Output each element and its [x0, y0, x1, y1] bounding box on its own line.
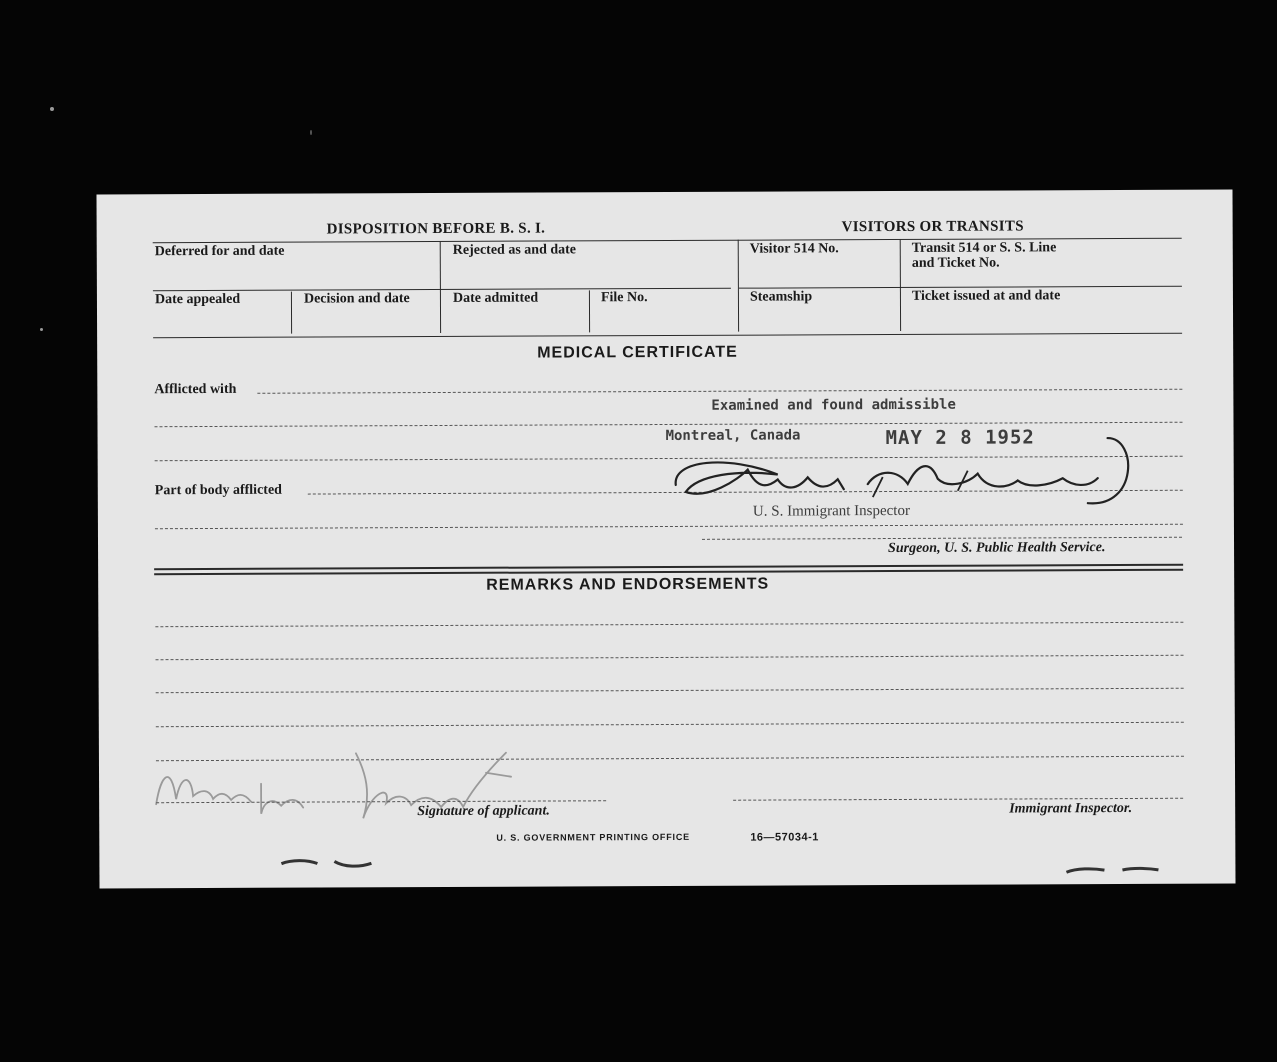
disposition-heading: DISPOSITION BEFORE B. S. I.	[326, 220, 546, 238]
immigration-card	[96, 190, 1235, 889]
scan-speck	[310, 130, 312, 135]
stamp-date: MAY 2 8 1952	[885, 426, 1035, 450]
rejected-label: Rejected as and date	[452, 242, 577, 258]
divider	[589, 290, 590, 332]
visitor-514-label: Visitor 514 No.	[749, 241, 839, 257]
stamp-place: Montreal, Canada	[665, 427, 801, 445]
steamship-label: Steamship	[749, 289, 813, 305]
divider	[900, 239, 901, 331]
medical-certificate-heading: MEDICAL CERTIFICATE	[537, 343, 738, 362]
date-admitted-label: Date admitted	[452, 290, 539, 306]
transit-label: Transit 514 or S. S. Line and Ticket No.	[911, 240, 1057, 271]
section-rule	[154, 569, 1183, 575]
visitors-heading: VISITORS OR TRANSITS	[841, 218, 1024, 236]
surgeon-signature-line	[702, 537, 1182, 540]
divider	[440, 241, 441, 333]
deferred-label: Deferred for and date	[154, 243, 285, 260]
form-number: 16—57034-1	[750, 831, 819, 844]
date-appealed-label: Date appealed	[154, 291, 241, 308]
part-of-body-line-2	[155, 524, 1183, 529]
file-no-label: File No.	[600, 290, 648, 306]
top-bottom-rule	[153, 333, 1182, 338]
remarks-line	[156, 655, 1184, 660]
card-edge-marks-left	[279, 855, 379, 877]
remarks-line	[156, 722, 1184, 727]
immigrant-inspector-label: Immigrant Inspector.	[1009, 800, 1133, 817]
decision-label: Decision and date	[303, 291, 410, 307]
signature-of-applicant-label: Signature of applicant.	[417, 803, 550, 820]
card-edge-marks-right	[1064, 860, 1164, 882]
inspector-signature	[665, 427, 1138, 520]
afflicted-with-label: Afflicted with	[154, 381, 237, 398]
divider	[738, 240, 739, 332]
afflicted-line	[257, 389, 1182, 394]
stamp-inspector-title: U. S. Immigrant Inspector	[752, 502, 910, 520]
divider	[291, 292, 292, 334]
remarks-heading: REMARKS AND ENDORSEMENTS	[486, 575, 770, 594]
part-of-body-label: Part of body afflicted	[154, 482, 282, 499]
remarks-line	[155, 622, 1183, 627]
surgeon-label: Surgeon, U. S. Public Health Service.	[888, 540, 1106, 557]
printing-office-text: U. S. GOVERNMENT PRINTING OFFICE	[496, 831, 690, 843]
ticket-issued-label: Ticket issued at and date	[911, 288, 1061, 304]
remarks-line	[156, 688, 1184, 693]
scan-speck	[40, 328, 43, 331]
scan-speck	[50, 107, 54, 111]
stamp-examined-text: Examined and found admissible	[711, 396, 956, 414]
